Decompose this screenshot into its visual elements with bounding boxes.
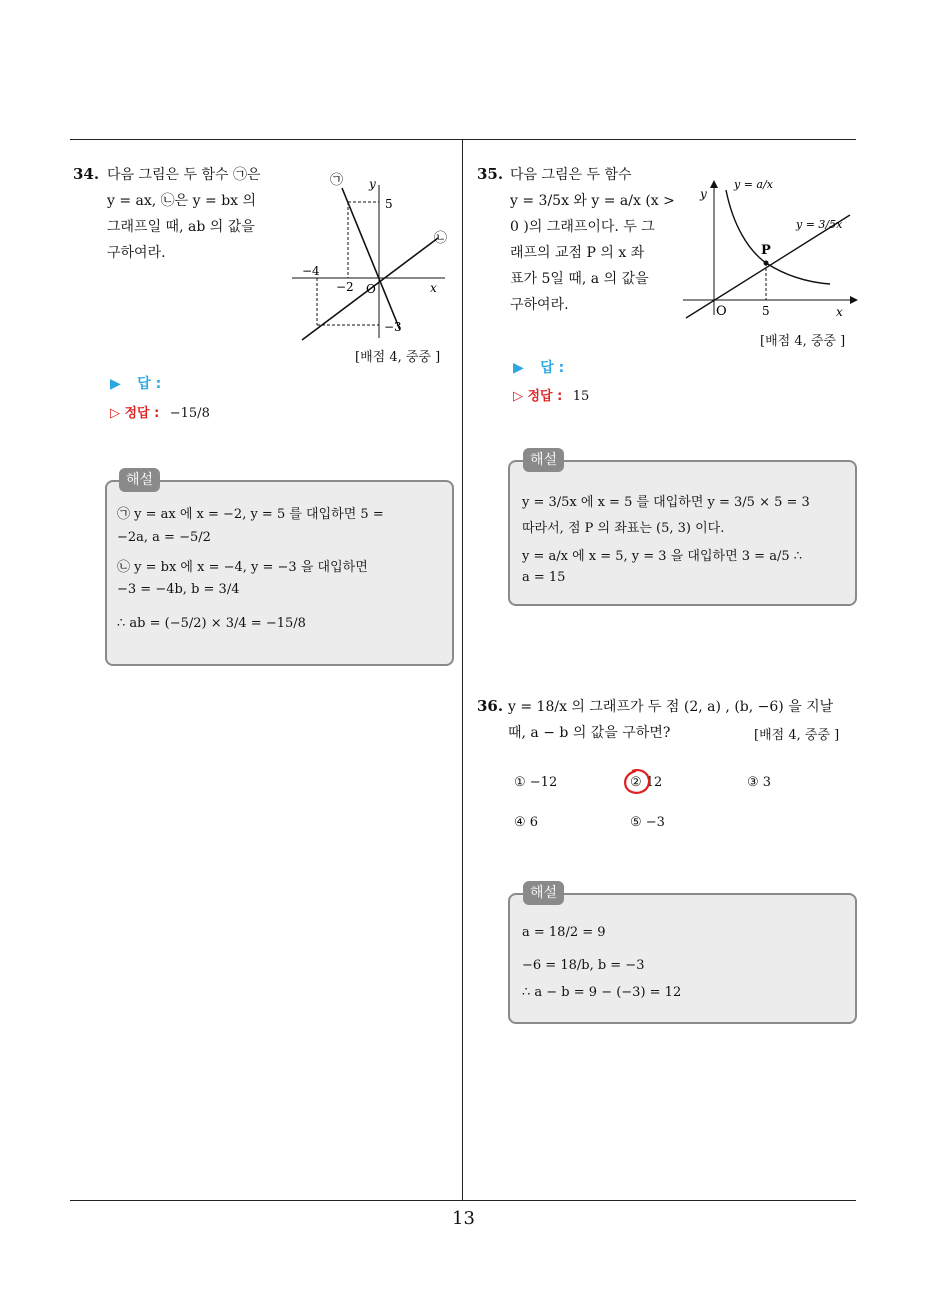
q35-graph bbox=[678, 170, 862, 325]
q35-meta: [배점 4, 중중 ] bbox=[760, 334, 846, 349]
q36-line1: y = 18/x 의 그래프가 두 점 (2, a) , (b, −6) 을 지날 bbox=[508, 699, 834, 715]
choice-4[interactable]: ④ 6 bbox=[514, 815, 539, 830]
q35-line: 래프의 교점 P 의 x 좌 bbox=[510, 245, 645, 261]
q34-explain-line: ∴ ab = (−5/2) × 3/4 = −15/8 bbox=[117, 616, 306, 631]
q34-explain-line: −3 = −4b, b = 3/4 bbox=[117, 582, 240, 597]
choice-5[interactable]: ⑤ −3 bbox=[630, 815, 665, 830]
tick-m4: −4 bbox=[302, 264, 320, 278]
q36-line2: 때, a − b 의 값을 구하면? bbox=[508, 725, 671, 741]
q35-correct-label: 정답 : bbox=[527, 389, 563, 404]
q35-line: y = 3/5x 와 y = a/x (x > bbox=[510, 193, 675, 209]
q35-correct-row bbox=[513, 385, 589, 404]
tick-m3: −3 bbox=[384, 320, 402, 334]
choice-1[interactable]: ① −12 bbox=[514, 775, 558, 790]
q36-meta: [배점 4, 중중 ] bbox=[754, 728, 840, 743]
graph-origin: O bbox=[366, 282, 376, 296]
q35-answer-row bbox=[513, 357, 564, 377]
graph-origin: O bbox=[716, 304, 727, 319]
q35-explain-line: y = 3/5x 에 x = 5 를 대입하면 y = 3/5 × 5 = 3 bbox=[522, 495, 810, 510]
marked-answer-circle-icon bbox=[622, 767, 654, 797]
q35-explain-tag: 해설 bbox=[523, 448, 564, 472]
q34-text bbox=[107, 162, 277, 266]
q35-explain-line: a = 15 bbox=[522, 570, 566, 585]
answer-triangle-icon: ▶ bbox=[513, 360, 524, 376]
correct-triangle-icon: ▷ bbox=[110, 406, 120, 421]
q34-correct-row bbox=[110, 402, 210, 421]
graph-y-label: y bbox=[700, 187, 707, 201]
correct-triangle-icon: ▷ bbox=[513, 389, 523, 404]
graph-y-label: y bbox=[369, 177, 376, 191]
tick-5: 5 bbox=[762, 304, 770, 318]
q36-explain-tag: 해설 bbox=[523, 881, 564, 905]
q36-explain-line: a = 18/2 = 9 bbox=[522, 925, 606, 940]
tick-m2: −2 bbox=[336, 280, 354, 294]
q36-explain-line: −6 = 18/b, b = −3 bbox=[522, 958, 645, 973]
q35-explain-line: 따라서, 점 P 의 좌표는 (5, 3) 이다. bbox=[522, 521, 725, 536]
q34-explain-tag: 해설 bbox=[119, 468, 160, 492]
q35-answer-label: 답 : bbox=[540, 360, 565, 376]
q34-explain-line: ㉡ y = bx 에 x = −4, y = −3 을 대입하면 bbox=[117, 560, 368, 575]
q34-number: 34. bbox=[73, 165, 100, 183]
q35-text bbox=[510, 162, 675, 318]
column-divider bbox=[462, 139, 463, 1201]
q34-line: 구하여라. bbox=[107, 245, 166, 261]
q34-correct-value: −15/8 bbox=[169, 406, 210, 421]
graph-x-label: x bbox=[430, 281, 437, 295]
q35-correct-value: 15 bbox=[572, 389, 590, 404]
q35-line: 표가 5일 때, a 의 값을 bbox=[510, 271, 649, 287]
q34-meta: [배점 4, 중중 ] bbox=[355, 350, 441, 365]
q35-number: 35. bbox=[477, 165, 504, 183]
q34-line: 다음 그림은 두 함수 ㉠은 bbox=[107, 167, 261, 183]
choice-3[interactable]: ③ 3 bbox=[747, 775, 772, 790]
q36-number: 36. bbox=[477, 697, 504, 715]
q36-explain-line: ∴ a − b = 9 − (−3) = 12 bbox=[522, 985, 682, 1000]
choice-2[interactable]: ② 12 bbox=[630, 775, 663, 790]
bottom-rule bbox=[70, 1200, 856, 1201]
point-p: P bbox=[761, 243, 771, 258]
curve-label: y = a/x bbox=[734, 178, 773, 191]
q34-correct-label: 정답 : bbox=[124, 406, 160, 421]
q35-line: 구하여라. bbox=[510, 297, 569, 313]
page-number: 13 bbox=[452, 1208, 475, 1229]
top-rule bbox=[70, 139, 856, 140]
answer-triangle-icon: ▶ bbox=[110, 376, 121, 392]
q35-line: 0 )의 그래프이다. 두 그 bbox=[510, 219, 655, 235]
q34-line: y = ax, ㉡은 y = bx 의 bbox=[107, 193, 257, 209]
q34-line: 그래프일 때, ab 의 값을 bbox=[107, 219, 255, 235]
q34-answer-row bbox=[110, 373, 161, 393]
q34-explain-line: ㉠ y = ax 에 x = −2, y = 5 를 대입하면 5 = bbox=[117, 507, 384, 522]
q35-explain-line: y = a/x 에 x = 5, y = 3 을 대입하면 3 = a/5 ∴ bbox=[522, 549, 803, 564]
line-label: y = 3/5x bbox=[796, 218, 843, 231]
label-b: ㉡ bbox=[434, 231, 448, 246]
q35-line: 다음 그림은 두 함수 bbox=[510, 167, 632, 183]
q34-answer-label: 답 : bbox=[137, 376, 162, 392]
label-a: ㉠ bbox=[330, 173, 344, 188]
q34-explain-line: −2a, a = −5/2 bbox=[117, 530, 211, 545]
graph-x-label: x bbox=[836, 305, 843, 319]
q34-graph bbox=[280, 160, 460, 350]
tick-5: 5 bbox=[385, 197, 393, 211]
